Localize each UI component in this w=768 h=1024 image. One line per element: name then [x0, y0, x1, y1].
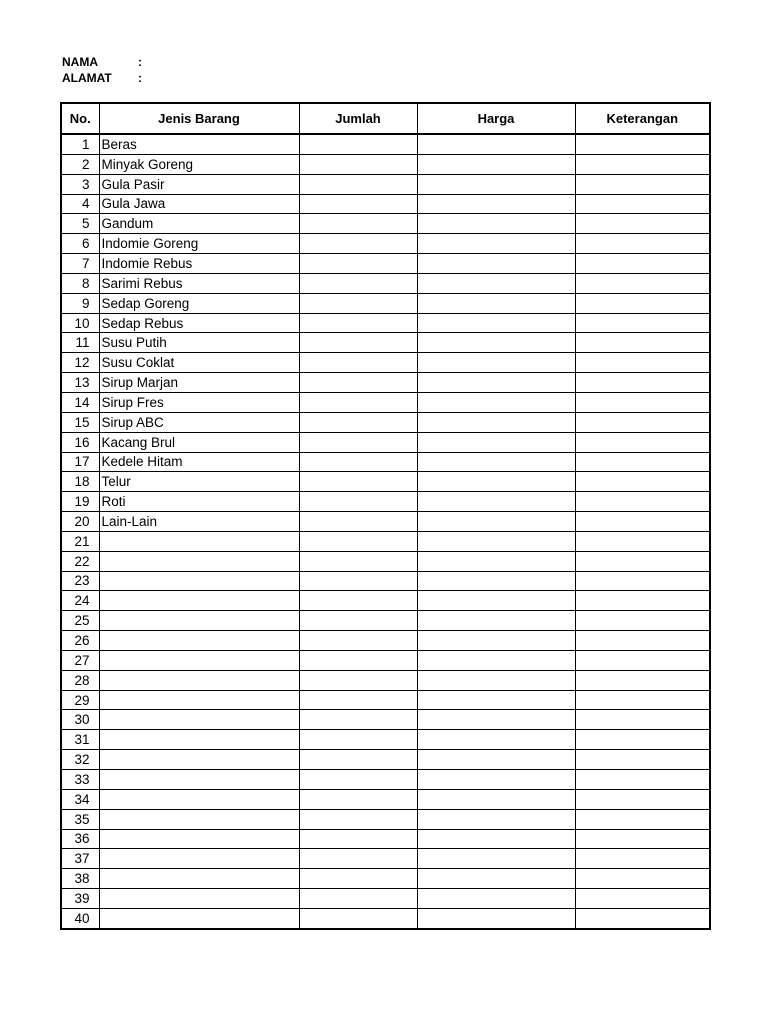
- keterangan-cell[interactable]: [575, 254, 710, 274]
- table-row: [61, 353, 710, 373]
- keterangan-cell[interactable]: [575, 889, 710, 909]
- row-number: 16: [61, 432, 99, 452]
- item-name-cell[interactable]: Susu Putih: [99, 333, 299, 353]
- table-row: [61, 313, 710, 333]
- keterangan-cell[interactable]: [575, 154, 710, 174]
- harga-cell[interactable]: [417, 611, 575, 631]
- keterangan-cell[interactable]: [575, 333, 710, 353]
- alamat-label: ALAMAT: [62, 71, 112, 85]
- row-number: 32: [61, 750, 99, 770]
- table-row: [61, 452, 710, 472]
- jumlah-cell[interactable]: [299, 869, 417, 889]
- item-name-cell[interactable]: [99, 849, 299, 869]
- item-name-cell[interactable]: Sedap Goreng: [99, 293, 299, 313]
- table-row: [61, 571, 710, 591]
- keterangan-cell[interactable]: [575, 512, 710, 532]
- table-row: [61, 750, 710, 770]
- table-row: [61, 512, 710, 532]
- table-row: [61, 650, 710, 670]
- row-number: 8: [61, 273, 99, 293]
- harga-cell[interactable]: [417, 492, 575, 512]
- item-name-cell[interactable]: [99, 789, 299, 809]
- column-header-harga: Harga: [417, 103, 575, 134]
- item-name-cell[interactable]: [99, 650, 299, 670]
- table-row: [61, 273, 710, 293]
- row-number: 21: [61, 531, 99, 551]
- keterangan-cell[interactable]: [575, 611, 710, 631]
- jumlah-cell[interactable]: [299, 174, 417, 194]
- row-number: 29: [61, 690, 99, 710]
- table-row: [61, 194, 710, 214]
- keterangan-cell[interactable]: [575, 571, 710, 591]
- harga-cell[interactable]: [417, 254, 575, 274]
- row-number: 9: [61, 293, 99, 313]
- jumlah-cell[interactable]: [299, 809, 417, 829]
- table-row: [61, 234, 710, 254]
- item-name-cell[interactable]: [99, 531, 299, 551]
- keterangan-cell[interactable]: [575, 353, 710, 373]
- row-number: 11: [61, 333, 99, 353]
- table-row: [61, 611, 710, 631]
- row-number: 19: [61, 492, 99, 512]
- keterangan-cell[interactable]: [575, 392, 710, 412]
- harga-cell[interactable]: [417, 174, 575, 194]
- keterangan-cell[interactable]: [575, 234, 710, 254]
- table-row: [61, 889, 710, 909]
- table-row: [61, 829, 710, 849]
- keterangan-cell[interactable]: [575, 531, 710, 551]
- item-name-cell[interactable]: Minyak Goreng: [99, 154, 299, 174]
- harga-cell[interactable]: [417, 134, 575, 154]
- jumlah-cell[interactable]: [299, 214, 417, 234]
- row-number: 22: [61, 551, 99, 571]
- jumlah-cell[interactable]: [299, 353, 417, 373]
- goods-table: [60, 102, 711, 930]
- jumlah-cell[interactable]: [299, 770, 417, 790]
- harga-cell[interactable]: [417, 869, 575, 889]
- item-name-cell[interactable]: [99, 571, 299, 591]
- row-number: 12: [61, 353, 99, 373]
- jumlah-cell[interactable]: [299, 333, 417, 353]
- keterangan-cell[interactable]: [575, 373, 710, 393]
- jumlah-cell[interactable]: [299, 730, 417, 750]
- item-name-cell[interactable]: Telur: [99, 472, 299, 492]
- table-row: [61, 730, 710, 750]
- keterangan-cell[interactable]: [575, 214, 710, 234]
- item-name-cell[interactable]: [99, 869, 299, 889]
- jumlah-cell[interactable]: [299, 611, 417, 631]
- keterangan-cell[interactable]: [575, 670, 710, 690]
- keterangan-cell[interactable]: [575, 591, 710, 611]
- keterangan-cell[interactable]: [575, 472, 710, 492]
- jumlah-cell[interactable]: [299, 194, 417, 214]
- keterangan-cell[interactable]: [575, 273, 710, 293]
- item-name-cell[interactable]: [99, 730, 299, 750]
- nama-label: NAMA: [62, 55, 98, 69]
- harga-cell[interactable]: [417, 591, 575, 611]
- table-row: [61, 293, 710, 313]
- header-fields: [62, 54, 148, 86]
- jumlah-cell[interactable]: [299, 908, 417, 928]
- item-name-cell[interactable]: Beras: [99, 134, 299, 154]
- item-name-cell[interactable]: [99, 829, 299, 849]
- table-row: [61, 670, 710, 690]
- item-name-cell[interactable]: Gula Pasir: [99, 174, 299, 194]
- keterangan-cell[interactable]: [575, 809, 710, 829]
- keterangan-cell[interactable]: [575, 174, 710, 194]
- jumlah-cell[interactable]: [299, 631, 417, 651]
- row-number: 4: [61, 194, 99, 214]
- row-number: 24: [61, 591, 99, 611]
- row-number: 30: [61, 710, 99, 730]
- jumlah-cell[interactable]: [299, 512, 417, 532]
- keterangan-cell[interactable]: [575, 134, 710, 154]
- row-number: 31: [61, 730, 99, 750]
- keterangan-cell[interactable]: [575, 869, 710, 889]
- item-name-cell[interactable]: [99, 889, 299, 909]
- jumlah-cell[interactable]: [299, 492, 417, 512]
- table-row: [61, 770, 710, 790]
- row-number: 10: [61, 313, 99, 333]
- harga-cell[interactable]: [417, 512, 575, 532]
- item-name-cell[interactable]: Sirup Marjan: [99, 373, 299, 393]
- jumlah-cell[interactable]: [299, 710, 417, 730]
- table-row: [61, 849, 710, 869]
- harga-cell[interactable]: [417, 234, 575, 254]
- harga-cell[interactable]: [417, 373, 575, 393]
- table-body: [61, 134, 710, 929]
- table-row: [61, 412, 710, 432]
- table-row: [61, 214, 710, 234]
- harga-cell[interactable]: [417, 353, 575, 373]
- table-row: [61, 869, 710, 889]
- item-name-cell[interactable]: Gandum: [99, 214, 299, 234]
- table-row: [61, 432, 710, 452]
- column-header-keterangan: Keterangan: [575, 103, 710, 134]
- table-row: [61, 908, 710, 928]
- table-row: [61, 472, 710, 492]
- jumlah-cell[interactable]: [299, 234, 417, 254]
- harga-cell[interactable]: [417, 670, 575, 690]
- column-header-jumlah: Jumlah: [299, 103, 417, 134]
- table-row: [61, 631, 710, 651]
- harga-cell[interactable]: [417, 333, 575, 353]
- harga-cell[interactable]: [417, 551, 575, 571]
- row-number: 17: [61, 452, 99, 472]
- item-name-cell[interactable]: [99, 770, 299, 790]
- table-row: [61, 492, 710, 512]
- table-row: [61, 134, 710, 154]
- harga-cell[interactable]: [417, 313, 575, 333]
- jumlah-cell[interactable]: [299, 392, 417, 412]
- row-number: 14: [61, 392, 99, 412]
- alamat-row: [62, 70, 148, 86]
- row-number: 2: [61, 154, 99, 174]
- jumlah-cell[interactable]: [299, 789, 417, 809]
- column-header-jenis-barang: Jenis Barang: [99, 103, 299, 134]
- harga-cell[interactable]: [417, 849, 575, 869]
- jumlah-cell[interactable]: [299, 849, 417, 869]
- keterangan-cell[interactable]: [575, 690, 710, 710]
- jumlah-cell[interactable]: [299, 273, 417, 293]
- harga-cell[interactable]: [417, 293, 575, 313]
- jumlah-cell[interactable]: [299, 373, 417, 393]
- keterangan-cell[interactable]: [575, 492, 710, 512]
- row-number: 36: [61, 829, 99, 849]
- keterangan-cell[interactable]: [575, 313, 710, 333]
- harga-cell[interactable]: [417, 392, 575, 412]
- item-name-cell[interactable]: [99, 591, 299, 611]
- harga-cell[interactable]: [417, 750, 575, 770]
- item-name-cell[interactable]: Roti: [99, 492, 299, 512]
- harga-cell[interactable]: [417, 571, 575, 591]
- alamat-colon: :: [138, 71, 142, 85]
- harga-cell[interactable]: [417, 789, 575, 809]
- row-number: 13: [61, 373, 99, 393]
- harga-cell[interactable]: [417, 432, 575, 452]
- harga-cell[interactable]: [417, 472, 575, 492]
- item-name-cell[interactable]: Lain-Lain: [99, 512, 299, 532]
- jumlah-cell[interactable]: [299, 134, 417, 154]
- harga-cell[interactable]: [417, 452, 575, 472]
- jumlah-cell[interactable]: [299, 889, 417, 909]
- keterangan-cell[interactable]: [575, 650, 710, 670]
- row-number: 23: [61, 571, 99, 591]
- keterangan-cell[interactable]: [575, 412, 710, 432]
- item-name-cell[interactable]: Indomie Rebus: [99, 254, 299, 274]
- row-number: 6: [61, 234, 99, 254]
- table-row: [61, 710, 710, 730]
- keterangan-cell[interactable]: [575, 770, 710, 790]
- keterangan-cell[interactable]: [575, 789, 710, 809]
- item-name-cell[interactable]: [99, 710, 299, 730]
- jumlah-cell[interactable]: [299, 293, 417, 313]
- row-number: 1: [61, 134, 99, 154]
- table-row: [61, 809, 710, 829]
- keterangan-cell[interactable]: [575, 849, 710, 869]
- row-number: 33: [61, 770, 99, 790]
- item-name-cell[interactable]: Sirup Fres: [99, 392, 299, 412]
- item-name-cell[interactable]: Kacang Brul: [99, 432, 299, 452]
- keterangan-cell[interactable]: [575, 730, 710, 750]
- harga-cell[interactable]: [417, 690, 575, 710]
- item-name-cell[interactable]: Indomie Goreng: [99, 234, 299, 254]
- row-number: 40: [61, 908, 99, 928]
- jumlah-cell[interactable]: [299, 531, 417, 551]
- jumlah-cell[interactable]: [299, 154, 417, 174]
- item-name-cell[interactable]: Gula Jawa: [99, 194, 299, 214]
- item-name-cell[interactable]: [99, 551, 299, 571]
- row-number: 37: [61, 849, 99, 869]
- harga-cell[interactable]: [417, 194, 575, 214]
- row-number: 25: [61, 611, 99, 631]
- harga-cell[interactable]: [417, 214, 575, 234]
- jumlah-cell[interactable]: [299, 650, 417, 670]
- item-name-cell[interactable]: Sarimi Rebus: [99, 273, 299, 293]
- item-name-cell[interactable]: Sedap Rebus: [99, 313, 299, 333]
- item-name-cell[interactable]: [99, 670, 299, 690]
- keterangan-cell[interactable]: [575, 710, 710, 730]
- item-name-cell[interactable]: [99, 809, 299, 829]
- harga-cell[interactable]: [417, 889, 575, 909]
- item-name-cell[interactable]: [99, 750, 299, 770]
- row-number: 27: [61, 650, 99, 670]
- harga-cell[interactable]: [417, 412, 575, 432]
- jumlah-cell[interactable]: [299, 670, 417, 690]
- keterangan-cell[interactable]: [575, 551, 710, 571]
- item-name-cell[interactable]: Susu Coklat: [99, 353, 299, 373]
- keterangan-cell[interactable]: [575, 194, 710, 214]
- row-number: 20: [61, 512, 99, 532]
- row-number: 38: [61, 869, 99, 889]
- harga-cell[interactable]: [417, 710, 575, 730]
- row-number: 5: [61, 214, 99, 234]
- jumlah-cell[interactable]: [299, 313, 417, 333]
- keterangan-cell[interactable]: [575, 908, 710, 928]
- row-number: 18: [61, 472, 99, 492]
- item-name-cell[interactable]: Sirup ABC: [99, 412, 299, 432]
- keterangan-cell[interactable]: [575, 293, 710, 313]
- harga-cell[interactable]: [417, 809, 575, 829]
- table-row: [61, 373, 710, 393]
- table-header-row: [61, 103, 710, 134]
- jumlah-cell[interactable]: [299, 591, 417, 611]
- keterangan-cell[interactable]: [575, 631, 710, 651]
- item-name-cell[interactable]: [99, 690, 299, 710]
- harga-cell[interactable]: [417, 829, 575, 849]
- item-name-cell[interactable]: Kedele Hitam: [99, 452, 299, 472]
- keterangan-cell[interactable]: [575, 452, 710, 472]
- row-number: 7: [61, 254, 99, 274]
- column-header-no: No.: [61, 103, 99, 134]
- harga-cell[interactable]: [417, 908, 575, 928]
- table-row: [61, 591, 710, 611]
- row-number: 39: [61, 889, 99, 909]
- harga-cell[interactable]: [417, 631, 575, 651]
- table-row: [61, 254, 710, 274]
- jumlah-cell[interactable]: [299, 472, 417, 492]
- jumlah-cell[interactable]: [299, 432, 417, 452]
- harga-cell[interactable]: [417, 273, 575, 293]
- jumlah-cell[interactable]: [299, 571, 417, 591]
- keterangan-cell[interactable]: [575, 750, 710, 770]
- jumlah-cell[interactable]: [299, 690, 417, 710]
- table-row: [61, 690, 710, 710]
- row-number: 34: [61, 789, 99, 809]
- row-number: 3: [61, 174, 99, 194]
- row-number: 28: [61, 670, 99, 690]
- table-row: [61, 531, 710, 551]
- table-row: [61, 789, 710, 809]
- harga-cell[interactable]: [417, 650, 575, 670]
- item-name-cell[interactable]: [99, 908, 299, 928]
- jumlah-cell[interactable]: [299, 254, 417, 274]
- nama-colon: :: [138, 55, 142, 69]
- harga-cell[interactable]: [417, 154, 575, 174]
- jumlah-cell[interactable]: [299, 829, 417, 849]
- harga-cell[interactable]: [417, 730, 575, 750]
- jumlah-cell[interactable]: [299, 452, 417, 472]
- keterangan-cell[interactable]: [575, 829, 710, 849]
- harga-cell[interactable]: [417, 531, 575, 551]
- keterangan-cell[interactable]: [575, 432, 710, 452]
- row-number: 15: [61, 412, 99, 432]
- table-row: [61, 551, 710, 571]
- jumlah-cell[interactable]: [299, 750, 417, 770]
- nama-row: [62, 54, 148, 70]
- harga-cell[interactable]: [417, 770, 575, 790]
- row-number: 35: [61, 809, 99, 829]
- table-row: [61, 174, 710, 194]
- table-row: [61, 392, 710, 412]
- jumlah-cell[interactable]: [299, 551, 417, 571]
- item-name-cell[interactable]: [99, 611, 299, 631]
- table-row: [61, 154, 710, 174]
- jumlah-cell[interactable]: [299, 412, 417, 432]
- item-name-cell[interactable]: [99, 631, 299, 651]
- table-row: [61, 333, 710, 353]
- row-number: 26: [61, 631, 99, 651]
